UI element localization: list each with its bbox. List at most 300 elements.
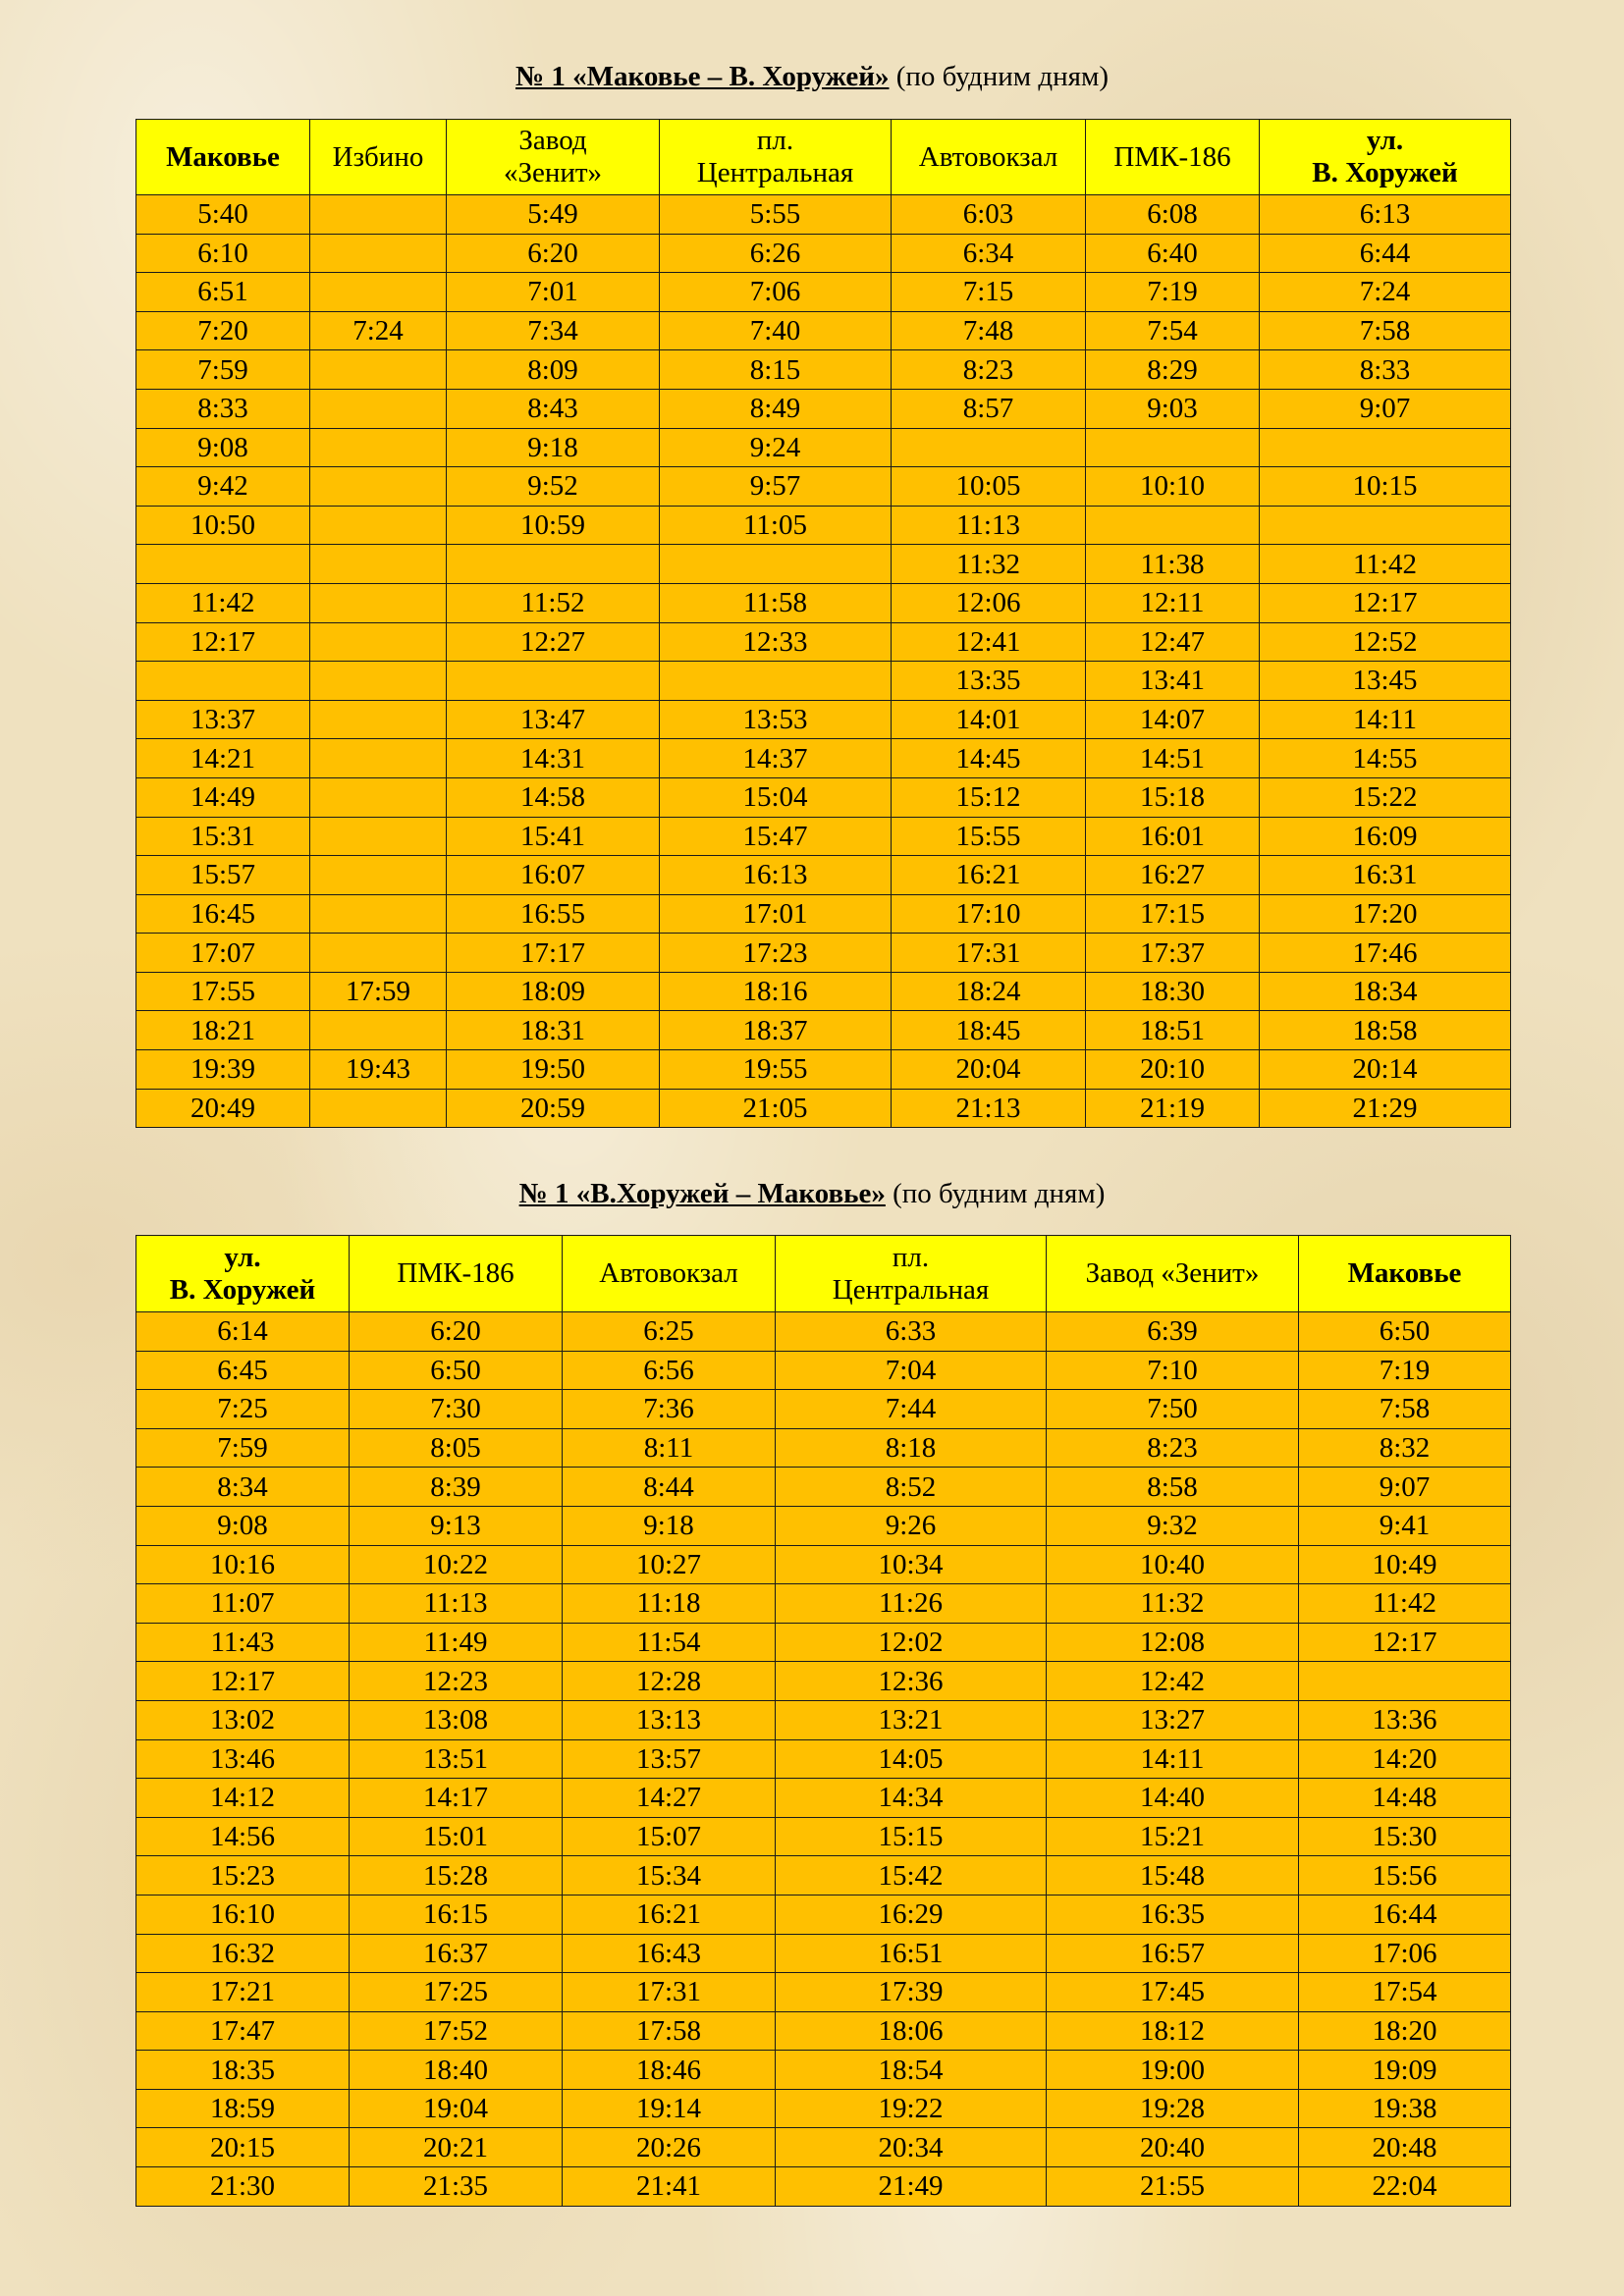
time-cell: 12:47 xyxy=(1086,622,1260,662)
table-row xyxy=(136,389,1511,428)
time-cell: 11:13 xyxy=(892,506,1086,545)
time-cell: 21:13 xyxy=(892,1089,1086,1128)
time-cell: 17:17 xyxy=(447,934,660,973)
time-cell: 10:34 xyxy=(776,1545,1047,1584)
time-cell: 11:32 xyxy=(892,545,1086,584)
time-cell: 15:31 xyxy=(136,817,310,856)
time-cell: 16:44 xyxy=(1299,1895,1511,1934)
time-cell: 10:22 xyxy=(350,1545,563,1584)
time-cell: 17:06 xyxy=(1299,1934,1511,1973)
time-cell: 14:21 xyxy=(136,739,310,778)
time-cell: 10:59 xyxy=(447,506,660,545)
time-cell: 7:24 xyxy=(1260,273,1511,312)
time-cell: 6:20 xyxy=(350,1312,563,1352)
time-cell: 16:51 xyxy=(776,1934,1047,1973)
time-cell: 11:13 xyxy=(350,1584,563,1624)
time-cell: 15:28 xyxy=(350,1856,563,1896)
table-row xyxy=(136,1506,1511,1545)
time-cell xyxy=(310,389,447,428)
time-cell: 12:17 xyxy=(136,1662,350,1701)
time-cell: 12:06 xyxy=(892,583,1086,622)
time-cell: 8:57 xyxy=(892,389,1086,428)
table-row xyxy=(136,777,1511,817)
table-row xyxy=(136,428,1511,467)
time-cell: 21:35 xyxy=(350,2167,563,2207)
time-cell: 17:45 xyxy=(1047,1973,1299,2012)
time-cell: 21:49 xyxy=(776,2167,1047,2207)
time-cell: 17:25 xyxy=(350,1973,563,2012)
time-cell: 20:59 xyxy=(447,1089,660,1128)
time-cell: 12:23 xyxy=(350,1662,563,1701)
time-cell: 11:32 xyxy=(1047,1584,1299,1624)
table-row xyxy=(136,506,1511,545)
time-cell: 20:15 xyxy=(136,2128,350,2167)
schedule-2-header-row xyxy=(136,1236,1511,1312)
time-cell: 18:58 xyxy=(1260,1011,1511,1050)
time-cell: 18:16 xyxy=(660,972,892,1011)
time-cell: 19:22 xyxy=(776,2089,1047,2128)
time-cell: 8:15 xyxy=(660,350,892,390)
time-cell: 19:39 xyxy=(136,1050,310,1090)
time-cell xyxy=(447,545,660,584)
time-cell: 11:49 xyxy=(350,1623,563,1662)
time-cell: 18:21 xyxy=(136,1011,310,1050)
time-cell: 16:35 xyxy=(1047,1895,1299,1934)
time-cell: 15:41 xyxy=(447,817,660,856)
time-cell: 14:56 xyxy=(136,1817,350,1856)
time-cell: 14:51 xyxy=(1086,739,1260,778)
time-cell: 20:21 xyxy=(350,2128,563,2167)
time-cell: 19:38 xyxy=(1299,2089,1511,2128)
time-cell: 6:14 xyxy=(136,1312,350,1352)
time-cell xyxy=(310,662,447,701)
time-cell: 17:01 xyxy=(660,894,892,934)
time-cell: 12:52 xyxy=(1260,622,1511,662)
time-cell: 6:26 xyxy=(660,234,892,273)
time-cell: 6:39 xyxy=(1047,1312,1299,1352)
time-cell: 21:41 xyxy=(563,2167,776,2207)
time-cell: 20:14 xyxy=(1260,1050,1511,1090)
time-cell: 16:09 xyxy=(1260,817,1511,856)
time-cell: 11:42 xyxy=(1260,545,1511,584)
time-cell xyxy=(1299,1662,1511,1701)
time-cell xyxy=(310,777,447,817)
time-cell xyxy=(1260,428,1511,467)
time-cell: 14:37 xyxy=(660,739,892,778)
table-row xyxy=(136,1973,1511,2012)
time-cell: 17:07 xyxy=(136,934,310,973)
time-cell: 7:24 xyxy=(310,311,447,350)
time-cell: 8:39 xyxy=(350,1468,563,1507)
time-cell: 13:35 xyxy=(892,662,1086,701)
time-cell: 18:34 xyxy=(1260,972,1511,1011)
time-cell: 11:18 xyxy=(563,1584,776,1624)
schedule-2-header xyxy=(136,1236,1511,1312)
column-header-4: пл. Центральная xyxy=(660,120,892,195)
time-cell: 18:30 xyxy=(1086,972,1260,1011)
time-cell: 15:23 xyxy=(136,1856,350,1896)
time-cell: 15:12 xyxy=(892,777,1086,817)
time-cell: 15:48 xyxy=(1047,1856,1299,1896)
time-cell: 17:23 xyxy=(660,934,892,973)
time-cell: 14:31 xyxy=(447,739,660,778)
time-cell: 13:46 xyxy=(136,1739,350,1779)
time-cell: 16:27 xyxy=(1086,856,1260,895)
table-row xyxy=(136,2128,1511,2167)
time-cell: 7:19 xyxy=(1299,1351,1511,1390)
time-cell: 7:20 xyxy=(136,311,310,350)
time-cell: 22:04 xyxy=(1299,2167,1511,2207)
time-cell: 21:55 xyxy=(1047,2167,1299,2207)
time-cell: 16:45 xyxy=(136,894,310,934)
time-cell: 9:03 xyxy=(1086,389,1260,428)
time-cell: 17:55 xyxy=(136,972,310,1011)
time-cell: 21:29 xyxy=(1260,1089,1511,1128)
time-cell xyxy=(310,467,447,507)
time-cell: 14:55 xyxy=(1260,739,1511,778)
time-cell: 13:02 xyxy=(136,1700,350,1739)
time-cell xyxy=(136,545,310,584)
time-cell: 6:03 xyxy=(892,195,1086,235)
time-cell: 16:15 xyxy=(350,1895,563,1934)
time-cell: 6:45 xyxy=(136,1351,350,1390)
time-cell: 15:07 xyxy=(563,1817,776,1856)
time-cell xyxy=(310,350,447,390)
time-cell: 9:07 xyxy=(1260,389,1511,428)
time-cell: 7:15 xyxy=(892,273,1086,312)
column-header-6: Маковье xyxy=(1299,1236,1511,1312)
time-cell xyxy=(892,428,1086,467)
table-row xyxy=(136,1817,1511,1856)
time-cell: 9:52 xyxy=(447,467,660,507)
time-cell xyxy=(1260,506,1511,545)
time-cell: 9:08 xyxy=(136,1506,350,1545)
time-cell: 8:09 xyxy=(447,350,660,390)
time-cell: 17:54 xyxy=(1299,1973,1511,2012)
time-cell: 8:18 xyxy=(776,1428,1047,1468)
time-cell: 16:31 xyxy=(1260,856,1511,895)
time-cell: 14:05 xyxy=(776,1739,1047,1779)
schedule-1-title xyxy=(0,59,1624,94)
time-cell: 9:26 xyxy=(776,1506,1047,1545)
time-cell: 18:51 xyxy=(1086,1011,1260,1050)
time-cell: 16:21 xyxy=(892,856,1086,895)
time-cell: 9:08 xyxy=(136,428,310,467)
time-cell: 8:33 xyxy=(136,389,310,428)
time-cell: 19:00 xyxy=(1047,2051,1299,2090)
time-cell: 11:43 xyxy=(136,1623,350,1662)
time-cell: 18:35 xyxy=(136,2051,350,2090)
time-cell: 14:01 xyxy=(892,700,1086,739)
time-cell: 9:24 xyxy=(660,428,892,467)
time-cell: 6:51 xyxy=(136,273,310,312)
time-cell: 8:05 xyxy=(350,1428,563,1468)
time-cell: 5:55 xyxy=(660,195,892,235)
time-cell: 13:53 xyxy=(660,700,892,739)
time-cell: 7:10 xyxy=(1047,1351,1299,1390)
time-cell: 11:05 xyxy=(660,506,892,545)
time-cell: 19:14 xyxy=(563,2089,776,2128)
time-cell: 13:51 xyxy=(350,1739,563,1779)
table-row xyxy=(136,1700,1511,1739)
time-cell: 7:59 xyxy=(136,350,310,390)
time-cell xyxy=(310,894,447,934)
time-cell: 10:05 xyxy=(892,467,1086,507)
table-row xyxy=(136,1351,1511,1390)
time-cell: 6:40 xyxy=(1086,234,1260,273)
table-row xyxy=(136,2051,1511,2090)
time-cell: 6:25 xyxy=(563,1312,776,1352)
schedule-1-note: (по будним дням) xyxy=(895,61,1109,92)
time-cell xyxy=(310,817,447,856)
time-cell: 6:10 xyxy=(136,234,310,273)
time-cell: 17:31 xyxy=(892,934,1086,973)
time-cell: 20:40 xyxy=(1047,2128,1299,2167)
time-cell: 8:43 xyxy=(447,389,660,428)
table-row xyxy=(136,545,1511,584)
column-header-3: Автовокзал xyxy=(563,1236,776,1312)
time-cell: 21:19 xyxy=(1086,1089,1260,1128)
time-cell xyxy=(310,428,447,467)
time-cell: 17:10 xyxy=(892,894,1086,934)
column-header-1: Маковье xyxy=(136,120,310,195)
time-cell: 12:33 xyxy=(660,622,892,662)
column-header-4: пл. Центральная xyxy=(776,1236,1047,1312)
time-cell: 15:30 xyxy=(1299,1817,1511,1856)
time-cell: 15:57 xyxy=(136,856,310,895)
time-cell: 11:38 xyxy=(1086,545,1260,584)
time-cell: 6:56 xyxy=(563,1351,776,1390)
time-cell: 7:44 xyxy=(776,1390,1047,1429)
time-cell: 14:49 xyxy=(136,777,310,817)
time-cell: 17:39 xyxy=(776,1973,1047,2012)
time-cell: 7:04 xyxy=(776,1351,1047,1390)
table-row xyxy=(136,583,1511,622)
time-cell: 14:07 xyxy=(1086,700,1260,739)
time-cell: 19:50 xyxy=(447,1050,660,1090)
time-cell: 18:31 xyxy=(447,1011,660,1050)
time-cell: 17:59 xyxy=(310,972,447,1011)
table-row xyxy=(136,817,1511,856)
table-row xyxy=(136,1312,1511,1352)
time-cell: 16:55 xyxy=(447,894,660,934)
table-row xyxy=(136,856,1511,895)
time-cell: 11:58 xyxy=(660,583,892,622)
time-cell: 12:28 xyxy=(563,1662,776,1701)
time-cell xyxy=(310,234,447,273)
table-row xyxy=(136,662,1511,701)
time-cell: 12:02 xyxy=(776,1623,1047,1662)
time-cell: 17:46 xyxy=(1260,934,1511,973)
time-cell: 19:55 xyxy=(660,1050,892,1090)
table-row xyxy=(136,195,1511,235)
time-cell: 9:18 xyxy=(447,428,660,467)
table-row xyxy=(136,1390,1511,1429)
time-cell: 9:42 xyxy=(136,467,310,507)
time-cell xyxy=(136,662,310,701)
time-cell: 14:11 xyxy=(1260,700,1511,739)
time-cell: 19:43 xyxy=(310,1050,447,1090)
time-cell: 6:50 xyxy=(350,1351,563,1390)
table-row xyxy=(136,1856,1511,1896)
time-cell: 13:13 xyxy=(563,1700,776,1739)
table-row xyxy=(136,1739,1511,1779)
time-cell: 7:54 xyxy=(1086,311,1260,350)
time-cell: 21:30 xyxy=(136,2167,350,2207)
time-cell: 15:01 xyxy=(350,1817,563,1856)
time-cell: 14:58 xyxy=(447,777,660,817)
time-cell: 12:11 xyxy=(1086,583,1260,622)
time-cell: 18:20 xyxy=(1299,2011,1511,2051)
time-cell: 15:56 xyxy=(1299,1856,1511,1896)
time-cell: 9:18 xyxy=(563,1506,776,1545)
table-row xyxy=(136,1089,1511,1128)
time-cell: 11:42 xyxy=(1299,1584,1511,1624)
time-cell: 8:23 xyxy=(892,350,1086,390)
time-cell: 17:21 xyxy=(136,1973,350,2012)
table-row xyxy=(136,1584,1511,1624)
time-cell: 12:17 xyxy=(1260,583,1511,622)
time-cell: 20:49 xyxy=(136,1089,310,1128)
time-cell: 15:22 xyxy=(1260,777,1511,817)
table-row xyxy=(136,467,1511,507)
time-cell: 7:58 xyxy=(1260,311,1511,350)
time-cell: 13:21 xyxy=(776,1700,1047,1739)
time-cell: 8:44 xyxy=(563,1468,776,1507)
time-cell: 18:54 xyxy=(776,2051,1047,2090)
time-cell: 18:46 xyxy=(563,2051,776,2090)
time-cell: 13:08 xyxy=(350,1700,563,1739)
time-cell: 8:23 xyxy=(1047,1428,1299,1468)
time-cell: 17:58 xyxy=(563,2011,776,2051)
time-cell: 6:20 xyxy=(447,234,660,273)
time-cell: 14:27 xyxy=(563,1779,776,1818)
table-row xyxy=(136,934,1511,973)
time-cell: 8:29 xyxy=(1086,350,1260,390)
time-cell xyxy=(660,545,892,584)
time-cell: 13:41 xyxy=(1086,662,1260,701)
table-row xyxy=(136,1011,1511,1050)
column-header-7: ул. В. Хоружей xyxy=(1260,120,1511,195)
table-row xyxy=(136,311,1511,350)
time-cell: 18:09 xyxy=(447,972,660,1011)
column-header-6: ПМК-186 xyxy=(1086,120,1260,195)
time-cell: 7:25 xyxy=(136,1390,350,1429)
time-cell: 12:42 xyxy=(1047,1662,1299,1701)
time-cell: 18:12 xyxy=(1047,2011,1299,2051)
time-cell: 18:37 xyxy=(660,1011,892,1050)
time-cell: 10:49 xyxy=(1299,1545,1511,1584)
time-cell: 15:42 xyxy=(776,1856,1047,1896)
time-cell: 6:08 xyxy=(1086,195,1260,235)
time-cell: 14:40 xyxy=(1047,1779,1299,1818)
time-cell: 16:10 xyxy=(136,1895,350,1934)
time-cell: 6:50 xyxy=(1299,1312,1511,1352)
table-row xyxy=(136,273,1511,312)
time-cell: 16:57 xyxy=(1047,1934,1299,1973)
table-row xyxy=(136,894,1511,934)
time-cell: 16:07 xyxy=(447,856,660,895)
time-cell: 20:04 xyxy=(892,1050,1086,1090)
time-cell: 20:10 xyxy=(1086,1050,1260,1090)
time-cell: 18:59 xyxy=(136,2089,350,2128)
time-cell: 19:28 xyxy=(1047,2089,1299,2128)
time-cell: 10:10 xyxy=(1086,467,1260,507)
schedule-1-header xyxy=(136,120,1511,195)
time-cell xyxy=(447,662,660,701)
time-cell: 16:29 xyxy=(776,1895,1047,1934)
time-cell xyxy=(310,622,447,662)
time-cell: 11:26 xyxy=(776,1584,1047,1624)
time-cell: 10:40 xyxy=(1047,1545,1299,1584)
table-row xyxy=(136,2011,1511,2051)
table-row xyxy=(136,1428,1511,1468)
time-cell xyxy=(1086,428,1260,467)
time-cell: 11:54 xyxy=(563,1623,776,1662)
column-header-3: Завод «Зенит» xyxy=(447,120,660,195)
time-cell: 18:40 xyxy=(350,2051,563,2090)
time-cell xyxy=(310,195,447,235)
time-cell: 19:04 xyxy=(350,2089,563,2128)
time-cell: 17:52 xyxy=(350,2011,563,2051)
time-cell: 11:07 xyxy=(136,1584,350,1624)
time-cell xyxy=(310,545,447,584)
time-cell: 10:27 xyxy=(563,1545,776,1584)
time-cell xyxy=(310,856,447,895)
time-cell: 7:36 xyxy=(563,1390,776,1429)
time-cell: 16:37 xyxy=(350,1934,563,1973)
table-row xyxy=(136,1779,1511,1818)
time-cell: 8:34 xyxy=(136,1468,350,1507)
time-cell: 17:37 xyxy=(1086,934,1260,973)
table-row xyxy=(136,1662,1511,1701)
time-cell: 15:21 xyxy=(1047,1817,1299,1856)
time-cell: 13:37 xyxy=(136,700,310,739)
table-row xyxy=(136,972,1511,1011)
time-cell: 9:41 xyxy=(1299,1506,1511,1545)
time-cell xyxy=(310,1089,447,1128)
time-cell: 11:52 xyxy=(447,583,660,622)
table-row xyxy=(136,700,1511,739)
time-cell: 20:34 xyxy=(776,2128,1047,2167)
time-cell: 14:20 xyxy=(1299,1739,1511,1779)
time-cell: 12:17 xyxy=(136,622,310,662)
time-cell: 16:01 xyxy=(1086,817,1260,856)
time-cell: 17:20 xyxy=(1260,894,1511,934)
time-cell: 15:18 xyxy=(1086,777,1260,817)
time-cell: 17:15 xyxy=(1086,894,1260,934)
time-cell: 12:36 xyxy=(776,1662,1047,1701)
time-cell: 13:45 xyxy=(1260,662,1511,701)
schedule-2-note: (по будним дням) xyxy=(893,1178,1106,1209)
time-cell xyxy=(310,1011,447,1050)
time-cell: 9:07 xyxy=(1299,1468,1511,1507)
table-row xyxy=(136,2089,1511,2128)
time-cell: 7:30 xyxy=(350,1390,563,1429)
time-cell: 15:04 xyxy=(660,777,892,817)
time-cell: 7:48 xyxy=(892,311,1086,350)
schedule-1-header-row xyxy=(136,120,1511,195)
time-cell xyxy=(310,739,447,778)
time-cell: 15:34 xyxy=(563,1856,776,1896)
time-cell: 7:19 xyxy=(1086,273,1260,312)
time-cell: 8:32 xyxy=(1299,1428,1511,1468)
schedule-2-route: № 1 «В.Хоружей – Маковье» xyxy=(518,1178,886,1209)
time-cell: 18:45 xyxy=(892,1011,1086,1050)
schedule-2-body xyxy=(136,1312,1511,2207)
time-cell: 7:59 xyxy=(136,1428,350,1468)
time-cell: 5:40 xyxy=(136,195,310,235)
